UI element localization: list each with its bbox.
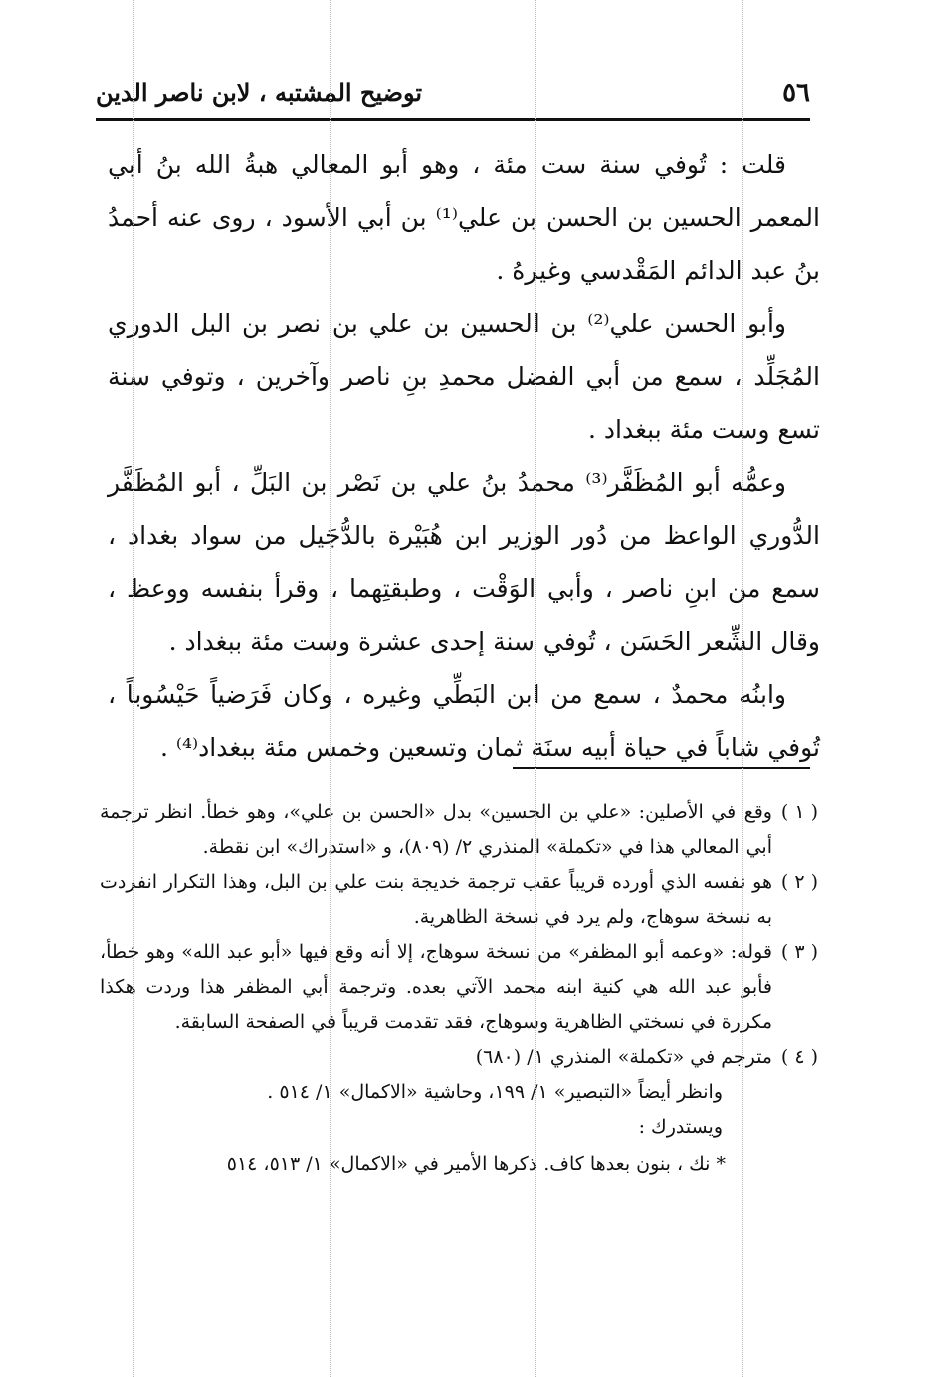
footnote-3 <box>100 935 818 1040</box>
footnote-text: هو نفسه الذي أورده قريباً عقب ترجمة خديجة بنت علي بن البل، وهذا التكرار انفردت به نسخة سوهاج، ولم يرد في نسخة الظاهرية. <box>100 871 772 928</box>
footnotes <box>100 795 818 1182</box>
running-title: توضيح المشتبه ، لابن ناصر الدين <box>96 78 423 107</box>
footnote-2 <box>100 865 818 935</box>
footnote-number: ( ٣ ) <box>780 941 818 963</box>
scan-dotted-line <box>535 0 536 1377</box>
footnote-separator <box>513 767 810 769</box>
paragraph: قلت : تُوفي سنة ست مئة ، وهو أبو المعالي هبةُ الله بنُ أبي المعمر الحسين بن الحسن بن علي⁽¹⁾ بن أبي الأسود ، روى عنه أحمدُ بنُ عبد الدائم المَقْدسي وغيرهُ . <box>108 150 820 285</box>
footnote-addendum-label: ويستدرك : <box>638 1116 723 1138</box>
footnote-number: ( ٢ ) <box>780 871 818 893</box>
scan-dotted-line <box>742 0 743 1377</box>
header-rule <box>96 118 810 121</box>
footnote-text: قوله: «وعمه أبو المظفر» من نسخة سوهاج، إلا أنه وقع فيها «أبو عبد الله» وهو خطأ، فأبو عبد الله هي كنية ابنه محمد الآتي بعده. وترجمة أبي المظفر هذا وردت هكذا مكررة في نسختي الظاهرية وسوهاج، فقد تقدمت قريباً في الصفحة السابقة. <box>100 941 772 1033</box>
page-header <box>96 76 810 120</box>
scan-dotted-line <box>133 0 134 1377</box>
footnote-text: وقع في الأصلين: «علي بن الحسين» بدل «الحسن بن علي»، وهو خطأ. انظر ترجمة أبي المعالي هذا في «تكملة» المنذري ٢/ (٨٠٩)، و «استدراك» ابن نقطة. <box>100 801 772 858</box>
footnote-number: ( ١ ) <box>780 801 818 823</box>
paragraph: وعمُّه أبو المُظَفَّر⁽³⁾ محمدُ بنُ علي بن نَصْر بن البَلِّ ، أبو المُظَفَّر الدُّوري الواعظ من دُور الوزير ابن هُبَيْرة بالدُّجَيل من سواد بغداد ، سمع من ابنِ ناصر ، وأبي الوَقْت ، وطبقتِهما ، وقرأ بنفسه ووعظ ، وقال الشِّعر الحَسَن ، تُوفي سنة إحدى عشرة وست مئة ببغداد . <box>108 468 820 656</box>
paragraph: وأبو الحسن علي⁽²⁾ بن الحسين بن علي بن نصر بن البل الدوري المُجَلِّد ، سمع من أبي الفضل محمدِ بنِ ناصر وآخرين ، وتوفي سنة تسع وست مئة ببغداد . <box>108 309 820 444</box>
paragraph: وابنُه محمدٌ ، سمع من ابن البَطِّي وغيره ، وكان فَرَضياً حَيْسُوباً ، تُوفي شاباً في حياة أبيه سنَة ثمان وتسعين وخمس مئة ببغداد⁽⁴⁾ . <box>108 680 820 762</box>
scan-dotted-line <box>330 0 331 1377</box>
footnote-addendum: * نك ، بنون بعدها كاف. ذكرها الأمير في «الاكمال» ١/ ٥١٣، ٥١٤ <box>226 1153 726 1175</box>
footnote-1 <box>100 795 818 865</box>
footnote-text: مترجم في «تكملة» المنذري ١/ (٦٨٠) <box>475 1046 772 1068</box>
main-text <box>108 138 820 774</box>
page-number: ٥٦ <box>782 78 810 108</box>
footnote-number: ( ٤ ) <box>780 1046 818 1068</box>
footnote-4 <box>100 1040 818 1075</box>
footnote-see-also: وانظر أيضاً «التبصير» ١/ ١٩٩، وحاشية «الاكمال» ١/ ٥١٤ . <box>267 1081 723 1103</box>
